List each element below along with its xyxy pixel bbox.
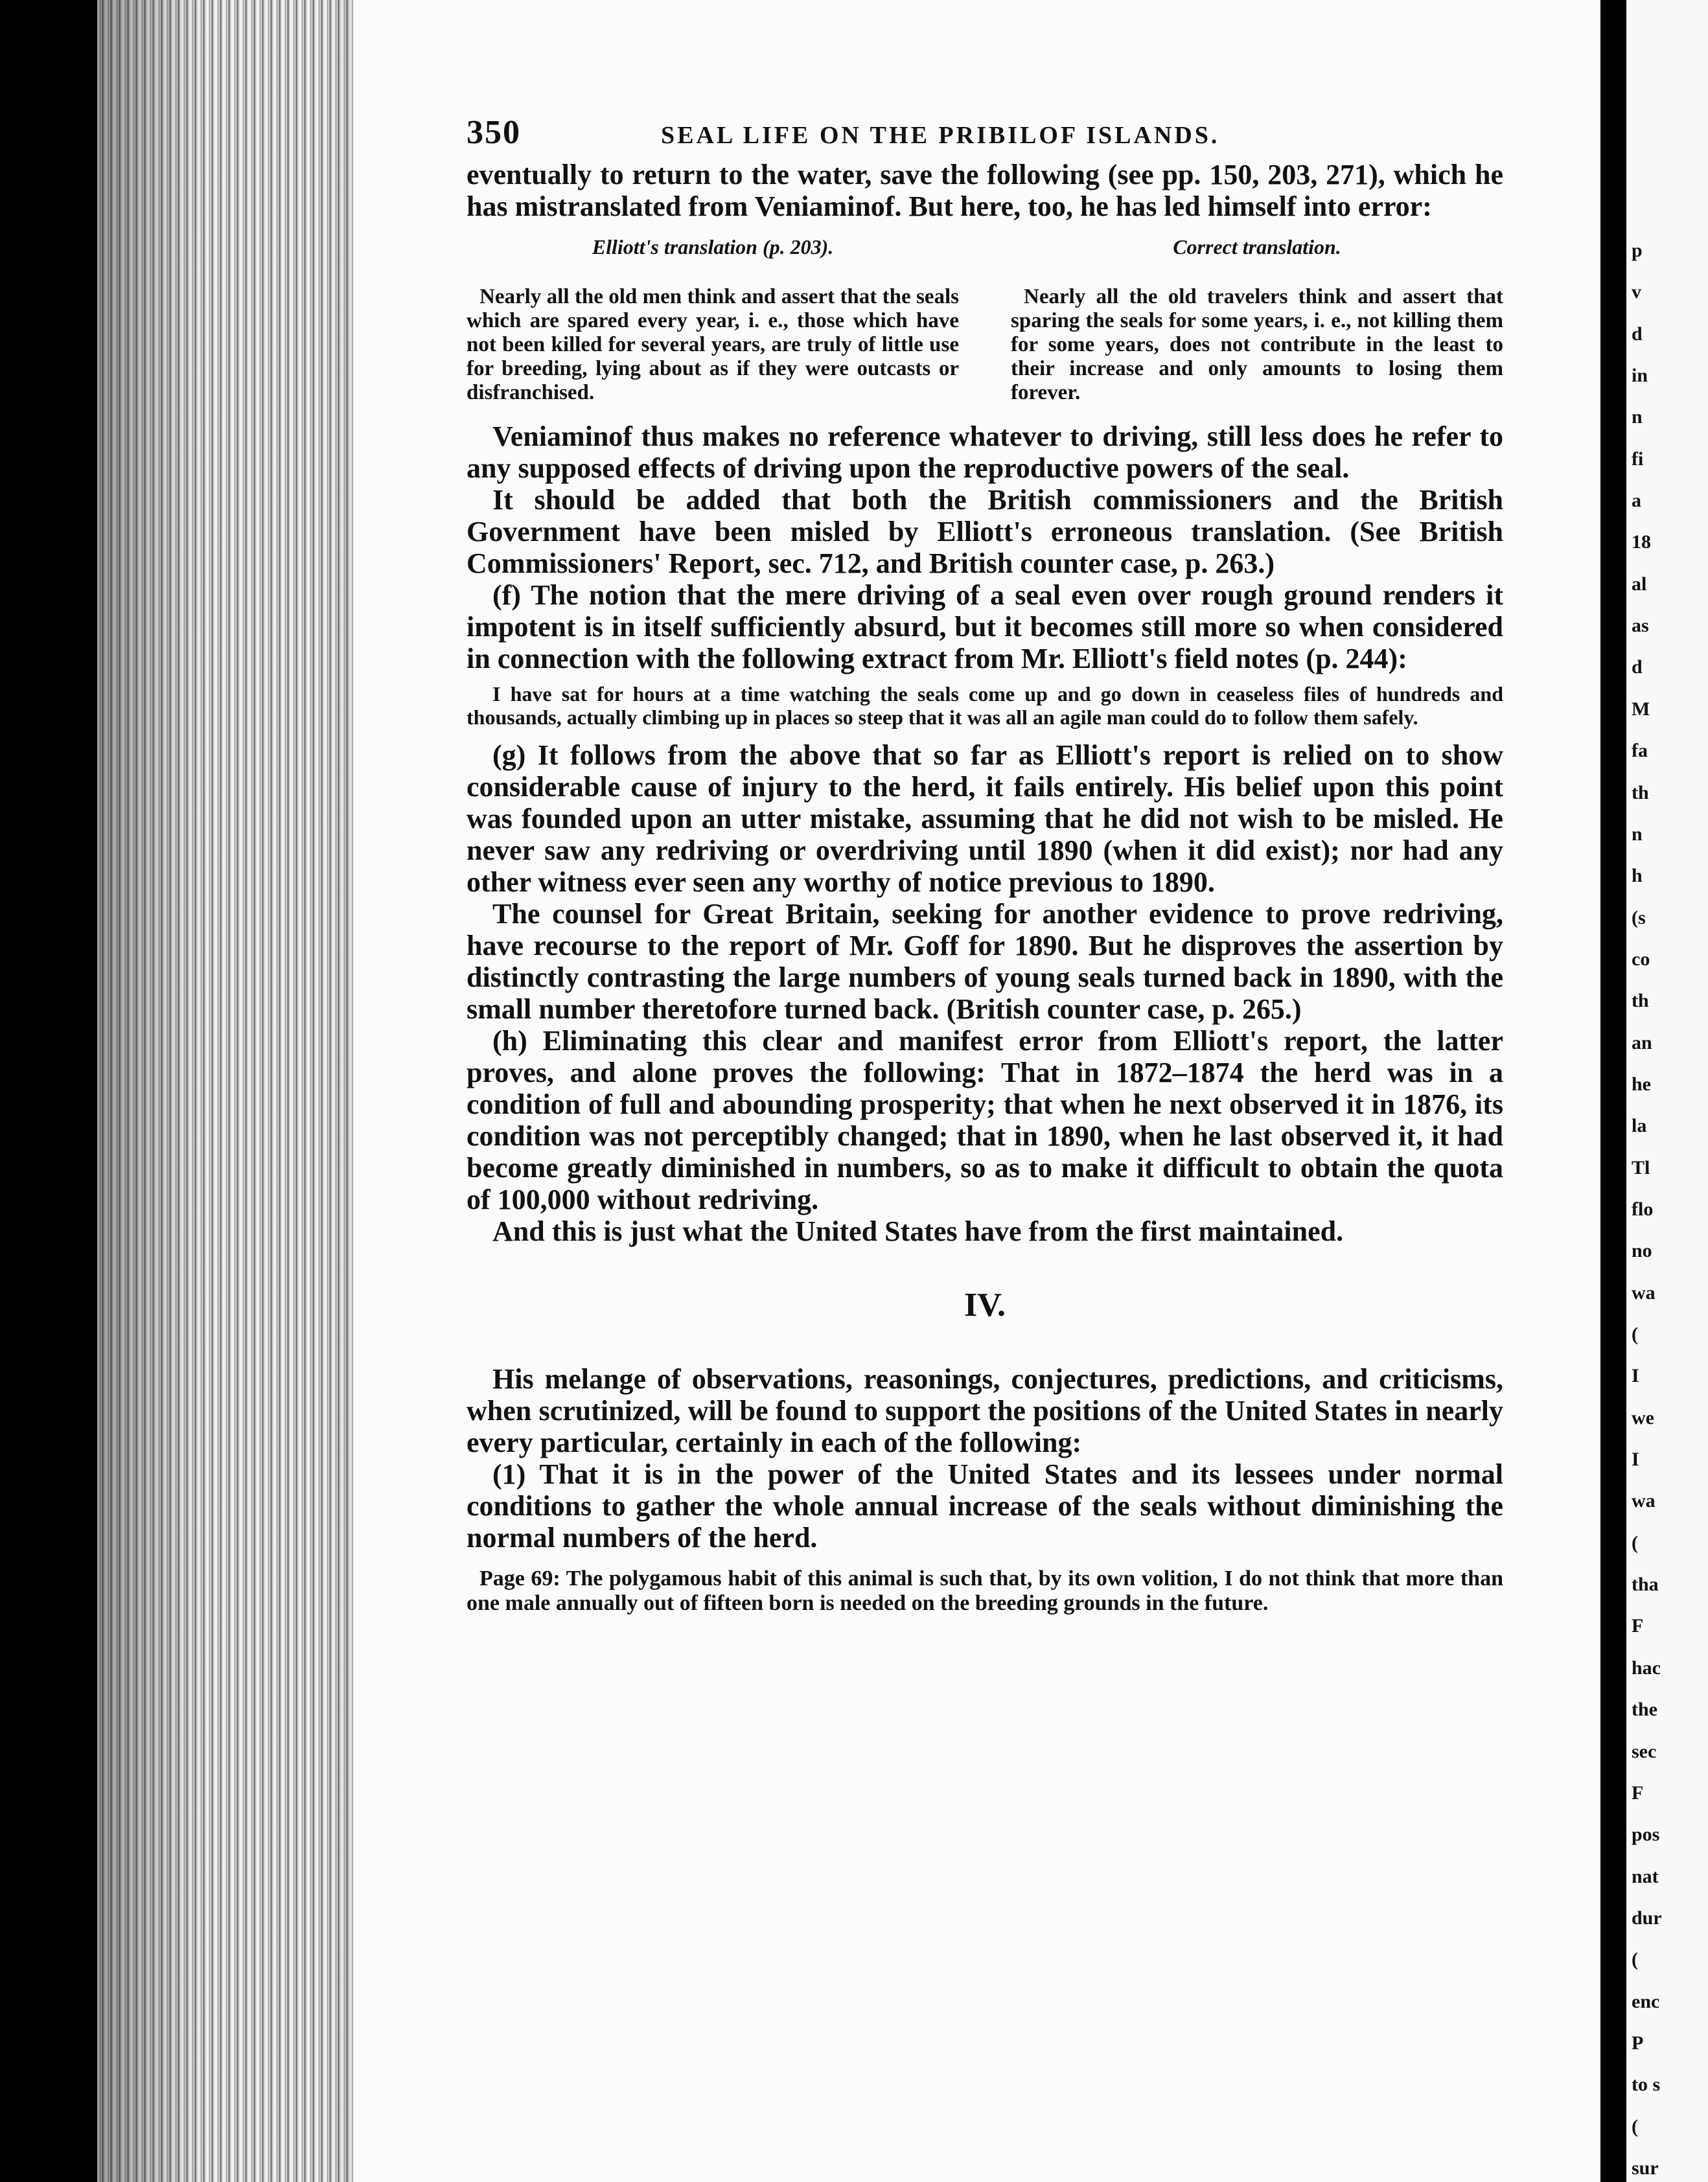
next-page-text-fragment: I bbox=[1632, 1449, 1639, 1470]
next-page-text-fragment: we bbox=[1632, 1407, 1654, 1429]
next-page-text-fragment: wa bbox=[1632, 1282, 1656, 1303]
next-page-text-fragment: P bbox=[1632, 2032, 1644, 2054]
next-page-text-fragment: the bbox=[1632, 1699, 1657, 1720]
block-quote: I have sat for hours at a time watching the seals come up and go down in ceaseless files of hundreds and thousands, actually climbing up in places so steep that it was all an agile man could do to follow them safely. bbox=[467, 682, 1503, 729]
next-page-text-fragment: n bbox=[1632, 823, 1643, 845]
right-column-text: Nearly all the old travelers think and assert that sparing the seals for some years, i. e., not killing them for some years, does not contribute in the least to their increase and only amounts to losing them forever. bbox=[1011, 285, 1503, 404]
next-page-text-fragment: an bbox=[1632, 1032, 1652, 1053]
next-page-text-fragment: 18 bbox=[1632, 531, 1651, 553]
next-page-text-fragment: ( bbox=[1632, 2116, 1638, 2137]
translation-comparison bbox=[467, 235, 1503, 405]
paragraph: And this is just what the United States have from the first maintained. bbox=[492, 1215, 1344, 1247]
next-page-text-fragment: dur bbox=[1632, 1907, 1662, 1929]
right-column bbox=[1011, 235, 1503, 405]
running-title: SEAL LIFE ON THE PRIBILOF ISLANDS. bbox=[661, 122, 1220, 149]
next-page-text-fragment: M bbox=[1632, 698, 1650, 720]
next-page-text-fragment: sec bbox=[1632, 1741, 1657, 1762]
next-page-text-fragment: (s bbox=[1632, 907, 1646, 928]
next-page-text-fragment: n bbox=[1632, 406, 1643, 428]
next-page-text-fragment: fa bbox=[1632, 740, 1648, 761]
next-page-text-fragment: pos bbox=[1632, 1824, 1660, 1845]
book-page-edges bbox=[97, 0, 369, 2182]
page-number: 350 bbox=[467, 114, 521, 151]
page-content bbox=[467, 113, 1503, 1616]
next-page-text-fragment: nat bbox=[1632, 1866, 1659, 1887]
next-page-text-fragment: tha bbox=[1632, 1574, 1659, 1595]
next-page-fragment bbox=[1626, 0, 1708, 2182]
paragraph: (f) The notion that the mere driving of a seal even over rough ground renders it impotent is in itself sufficiently absurd, but it becomes still more so when considered in connection with the following extract from Mr. Elliott's field notes (p. 244): bbox=[467, 579, 1503, 674]
next-page-text-fragment: fi bbox=[1632, 448, 1644, 470]
left-column-heading: Elliott's translation (p. 203). bbox=[592, 235, 834, 258]
next-page-text-fragment: hac bbox=[1632, 1657, 1661, 1679]
next-page-text-fragment: d bbox=[1632, 323, 1643, 345]
next-page-text-fragment: v bbox=[1632, 281, 1641, 303]
next-page-text-fragment: in bbox=[1632, 365, 1648, 386]
paragraph: His melange of observations, reasonings, conjectures, predictions, and criticisms, when scrutinized, will be found to support the positions of the United States in nearly every particular, certainly in each of the following: bbox=[467, 1363, 1503, 1458]
next-page-text-fragment: al bbox=[1632, 573, 1647, 595]
next-page-text-fragment: F bbox=[1632, 1615, 1644, 1636]
page-header bbox=[467, 113, 1503, 159]
next-page-text-fragment: I bbox=[1632, 1365, 1639, 1386]
next-page-text-fragment: flo bbox=[1632, 1199, 1654, 1220]
right-column-heading: Correct translation. bbox=[1173, 235, 1341, 258]
next-page-text-fragment: Tl bbox=[1632, 1157, 1650, 1178]
paragraph: It should be added that both the British commissioners and the British Government have been misled by Elliott's erroneous translation. (See British Commissioners' Report, sec. 712, and British counter case, p. 263.) bbox=[467, 484, 1503, 579]
next-page-text-fragment: to s bbox=[1632, 2074, 1661, 2095]
next-page-text-fragment: la bbox=[1632, 1115, 1647, 1136]
paragraph: Veniaminof thus makes no reference whatever to driving, still less does he refer to any supposed effects of driving upon the reproductive powers of the seal. bbox=[467, 420, 1503, 484]
footnote: Page 69: The polygamous habit of this animal is such that, by its own volition, I do not think that more than one male annually out of fifteen born is needed on the breeding grounds in the future. bbox=[467, 1567, 1503, 1615]
next-page-text-fragment: wa bbox=[1632, 1490, 1656, 1511]
next-page-text-fragment: ( bbox=[1632, 1949, 1638, 1970]
left-column-text: Nearly all the old men think and assert that the seals which are spared every year, i. e., those which have not been killed for several years, are truly of little use for breeding, lying about as if they were outcasts or disfranchised. bbox=[467, 285, 959, 404]
intro-paragraph: eventually to return to the water, save the following (see pp. 150, 203, 271), which he has mistranslated from Veniaminof. But here, too, he has led himself into error: bbox=[467, 159, 1503, 222]
next-page-text-fragment: as bbox=[1632, 615, 1649, 636]
next-page-text-fragment: enc bbox=[1632, 1991, 1660, 2012]
paragraph: The counsel for Great Britain, seeking for another evidence to prove redriving, have recourse to the report of Mr. Goff for 1890. But he disproves the assertion by distinctly contrasting the large numbers of young seals turned back in 1890, with the small number theretofore turned back. (British counter case, p. 265.) bbox=[467, 898, 1503, 1025]
left-column bbox=[467, 235, 959, 405]
page-gap bbox=[1600, 0, 1626, 2182]
next-page-text-fragment: a bbox=[1632, 490, 1641, 511]
next-page-text-fragment: d bbox=[1632, 656, 1643, 678]
paragraph: (g) It follows from the above that so far as Elliott's report is relied on to show considerable cause of injury to the herd, it fails entirely. His belief upon this point was founded upon an utter mistake, assuming that he did not wish to be misled. He never saw any redriving or overdriving until 1890 (when it did exist); nor had any other witness ever seen any worthy of notice previous to 1890. bbox=[467, 739, 1503, 898]
next-page-text-fragment: th bbox=[1632, 782, 1649, 803]
next-page-text-fragment: ( bbox=[1632, 1324, 1638, 1345]
paragraph: (1) That it is in the power of the United States and its lessees under normal conditions to gather the whole annual increase of the seals without diminishing the normal numbers of the herd. bbox=[467, 1458, 1503, 1554]
paragraph: (h) Eliminating this clear and manifest error from Elliott's report, the latter proves, and alone proves the following: That in 1872–1874 the herd was in a condition of full and abounding prosperity; that when he next observed it in 1876, its condition was not perceptibly changed; that in 1890, when he last observed it, it had become greatly diminished in numbers, so as to make it difficult to obtain the quota of 100,000 without redriving. bbox=[467, 1025, 1503, 1215]
next-page-text-fragment: he bbox=[1632, 1074, 1651, 1095]
next-page-text-fragment: F bbox=[1632, 1782, 1644, 1804]
next-page-text-fragment: no bbox=[1632, 1240, 1652, 1261]
next-page-text-fragment: h bbox=[1632, 865, 1643, 886]
next-page-text-fragment: ( bbox=[1632, 1532, 1638, 1554]
next-page-text-fragment: p bbox=[1632, 240, 1643, 261]
section-number: IV. bbox=[964, 1287, 1006, 1324]
next-page-text-fragment: th bbox=[1632, 990, 1649, 1011]
next-page-text-fragment: co bbox=[1632, 948, 1650, 970]
next-page-text-fragment: sur bbox=[1632, 2157, 1659, 2179]
